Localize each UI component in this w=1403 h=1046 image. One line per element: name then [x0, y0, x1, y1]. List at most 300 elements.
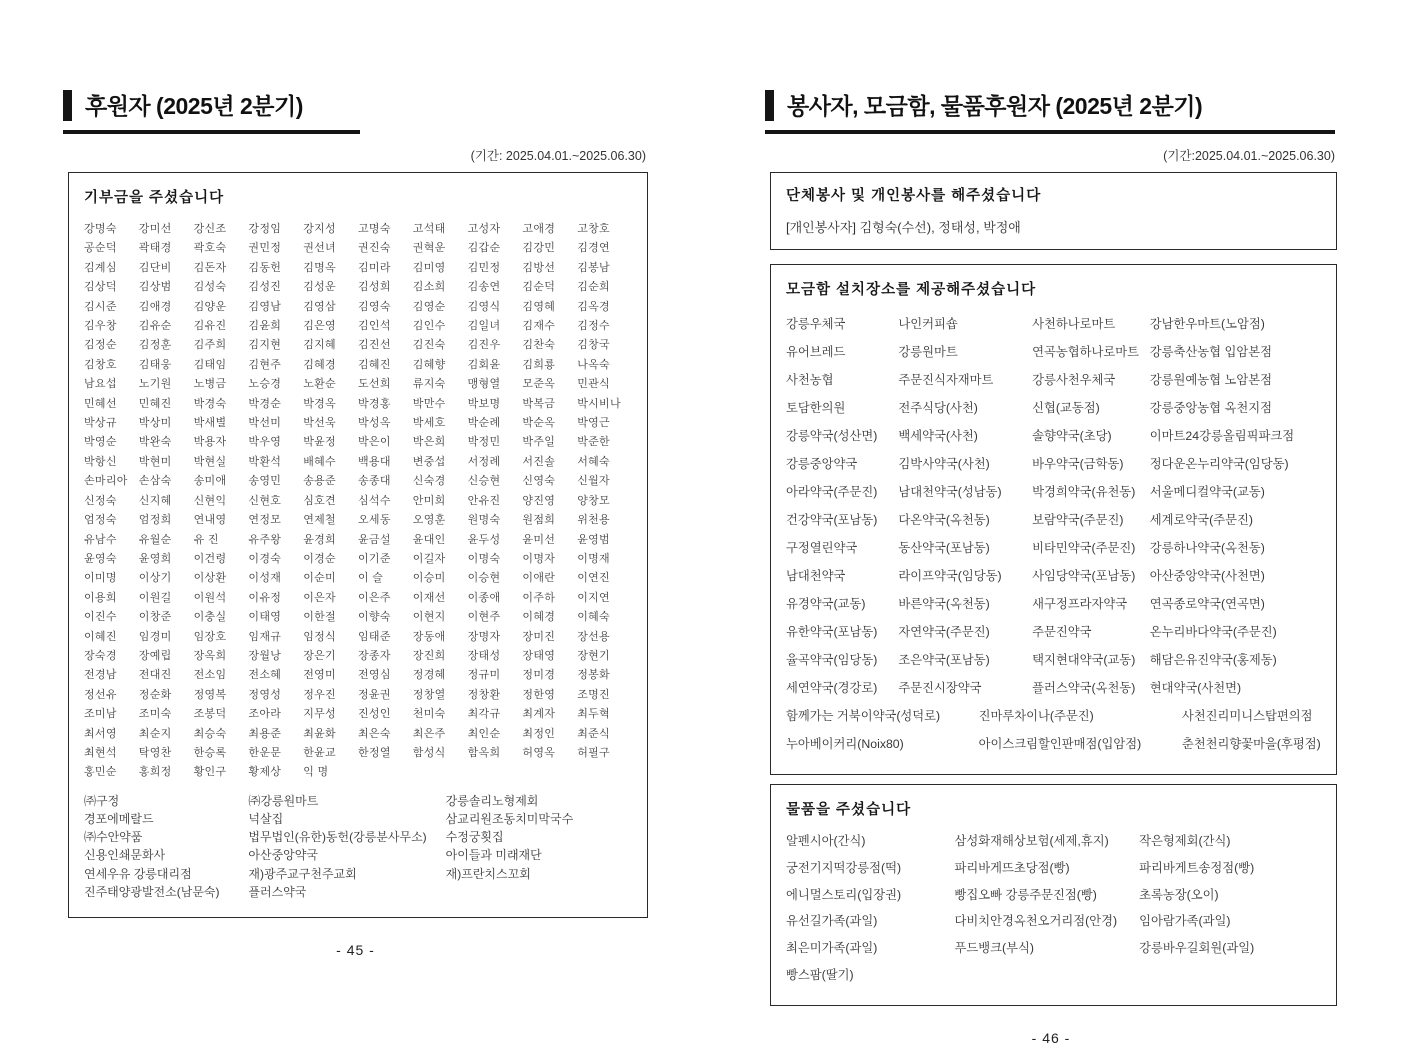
donor-name: 신현호	[248, 494, 282, 507]
donor-name: 김송연	[467, 281, 501, 294]
donor-name: 이건령	[193, 552, 227, 565]
donor-name: 이명숙	[467, 552, 501, 565]
donor-name: 최인순	[467, 727, 501, 740]
donor-name: 남요섭	[84, 378, 117, 391]
donor-name: 정윤권	[357, 688, 391, 701]
goods-donor-grid	[786, 828, 1321, 989]
donor-name: 김영혜	[522, 300, 556, 313]
donor-name: 박현미	[138, 455, 172, 468]
donor-name: 윤영희	[138, 552, 172, 565]
donor-name: 이 슬	[357, 572, 384, 585]
collection-location: 아산중앙약국(사천면)	[1149, 569, 1265, 583]
collection-location: 해담은유진약국(홍제동)	[1149, 653, 1277, 667]
donor-name: 권혁운	[412, 242, 446, 255]
donor-name: 정창환	[467, 688, 501, 701]
donor-name: 조미남	[84, 708, 117, 721]
donor-name: 심호견	[303, 494, 336, 507]
donor-name: 김주희	[193, 339, 227, 352]
donor-name: 임경미	[138, 630, 172, 643]
donor-name: 윤대인	[412, 533, 446, 546]
donor-name: 김순희	[577, 281, 610, 294]
donor-name: 이승미	[412, 572, 446, 585]
donor-name: 강신조	[193, 223, 227, 235]
donor-name: 강미선	[138, 223, 172, 235]
donor-name: 김상범	[138, 281, 172, 294]
donor-name: 박복금	[522, 397, 556, 410]
donor-name: 백용대	[357, 455, 391, 468]
donor-name: 윤금설	[357, 533, 391, 546]
donor-name: 박윤정	[303, 436, 336, 449]
donor-name: 이현주	[467, 611, 501, 624]
donor-org-column-3	[446, 792, 632, 901]
donor-name: 조미숙	[138, 708, 172, 721]
collection-location: 강릉원예농협 노암본점	[1149, 373, 1272, 387]
goods-donor: 알펜시아(간식)	[786, 834, 866, 848]
collection-location: 진마루차이나(주문진)	[978, 709, 1094, 723]
donor-name: 원점희	[522, 514, 556, 527]
donor-name: 최승숙	[193, 727, 227, 740]
donor-org: 연세우유 강릉대리점	[84, 866, 192, 881]
donor-name: 이창준	[138, 611, 172, 624]
donor-name: 손삼숙	[138, 475, 172, 488]
donor-name: 임정식	[303, 630, 336, 643]
right-page-number: - 46 -	[1031, 1029, 1071, 1046]
donor-name: 노기원	[138, 378, 172, 391]
collection-location: 강릉하나약국(옥천동)	[1149, 541, 1265, 555]
donor-name: 이경숙	[248, 552, 282, 565]
donor-name: 전소혜	[248, 669, 282, 682]
donor-name: 강명숙	[84, 223, 117, 235]
collection-location: 유한약국(포남동)	[786, 625, 878, 639]
donor-name: 박상미	[138, 417, 172, 430]
donor-name: 손마리아	[84, 475, 128, 488]
donor-name: 민혜선	[84, 397, 117, 410]
donor-name: 김태웅	[138, 358, 172, 371]
donor-name: 한승록	[193, 746, 227, 759]
donor-name: 박주일	[522, 436, 556, 449]
donor-name: 김지혜	[303, 339, 336, 352]
donor-name: 이원석	[193, 591, 227, 604]
donor-org: ㈜구정	[84, 793, 120, 808]
donor-name: 이용희	[84, 591, 117, 604]
donor-name: 이성재	[248, 572, 282, 585]
donor-name: 박정민	[467, 436, 501, 449]
donor-name: 이은주	[357, 591, 391, 604]
donor-name: 최준식	[577, 727, 610, 740]
donor-name: 김상덕	[84, 281, 117, 294]
donor-name: 이충실	[193, 611, 227, 624]
donor-name: 신월자	[577, 475, 610, 488]
donor-name: 신정숙	[84, 494, 117, 507]
collection-location: 강릉원마트	[898, 345, 958, 359]
goods-donor: 삼성화재해상보험(세제,휴지)	[954, 834, 1109, 848]
donor-name: 고명숙	[357, 223, 391, 235]
donor-name: 연제철	[303, 514, 336, 527]
donor-name: 박시비나	[577, 397, 621, 410]
donor-name: 이명재	[577, 552, 610, 565]
donor-name: 최순지	[138, 727, 172, 740]
collection-location: 사천농협	[786, 373, 834, 387]
collection-box	[770, 264, 1337, 775]
left-page-title: 후원자 (2025년 2분기)	[85, 93, 303, 119]
donor-org: 신용인쇄문화사	[84, 848, 166, 863]
donor-name: 박선미	[248, 417, 282, 430]
donor-name: 김옥경	[577, 300, 610, 313]
donor-org: 넉살집	[248, 811, 284, 826]
goods-donor: 빵스팜(딸기)	[786, 967, 854, 982]
collection-location: 세연약국(경강로)	[786, 681, 878, 695]
collection-location: 강릉축산농협 입암본점	[1149, 345, 1272, 359]
donor-name: 김진우	[467, 339, 501, 352]
collection-location: 새구정프라자약국	[1032, 597, 1128, 611]
donor-name: 노병금	[193, 378, 227, 391]
donor-name: 박영근	[577, 417, 610, 430]
donor-org: 플러스약국	[248, 884, 307, 899]
left-page-header	[63, 88, 360, 134]
donor-name: 고창호	[577, 223, 610, 235]
donor-name: 황인구	[193, 766, 227, 779]
donor-name: 신승현	[467, 475, 501, 488]
donor-name: 김유진	[193, 320, 227, 333]
page-right	[765, 88, 1337, 1046]
donor-name: 박준한	[577, 436, 610, 449]
donor-name: 김시준	[84, 300, 117, 313]
donor-name: 정영성	[248, 688, 282, 701]
donor-name: 나옥숙	[577, 358, 610, 371]
donor-name: 김돈자	[193, 261, 227, 274]
donor-name: 함옥희	[467, 746, 501, 759]
collection-location: 박경희약국(유천동)	[1032, 485, 1136, 499]
donor-name: 김인수	[412, 320, 446, 333]
donor-name: 장태영	[522, 649, 556, 662]
goods-box-title: 물품을 주셨습니다	[786, 802, 912, 818]
donor-name: 김진선	[357, 339, 391, 352]
volunteer-list: [개인봉사자] 김형숙(수선), 정태성, 박정애	[786, 220, 1021, 235]
donor-name: 이순미	[303, 572, 336, 585]
collection-location: 누아베이커리(Noix80)	[786, 737, 904, 751]
donor-name: 이상기	[138, 572, 172, 585]
donor-name: 홍희정	[138, 766, 172, 779]
donor-name: 박은희	[412, 436, 446, 449]
donor-name: 이명자	[522, 552, 556, 565]
donor-name: 익 명	[303, 766, 329, 779]
donor-name: 곽태경	[138, 242, 172, 255]
right-page-title: 봉사자, 모금함, 물품후원자 (2025년 2분기)	[787, 93, 1203, 119]
donor-name: 노승경	[248, 378, 282, 391]
collection-location: 토담한의원	[786, 401, 846, 415]
goods-donor: 유선길가족(과일)	[786, 914, 878, 929]
donor-name: 이종애	[467, 591, 501, 604]
donor-name: 김희룡	[522, 358, 556, 371]
donor-name: 장명자	[467, 630, 501, 643]
donor-name: 김혜향	[412, 358, 446, 371]
donor-name: 장동애	[412, 630, 446, 643]
donor-org: 재)광주교구천주교회	[248, 866, 357, 881]
donor-name: 최서영	[84, 727, 117, 740]
donor-name: 전소임	[193, 669, 227, 682]
donor-name: 박경숙	[193, 397, 227, 410]
goods-box	[770, 784, 1337, 1006]
collection-location: 연곡농협하나로마트	[1032, 345, 1140, 359]
collection-location: 플러스약국(옥천동)	[1032, 681, 1136, 695]
donor-name: 김성진	[248, 281, 282, 294]
donor-name: 김윤희	[248, 320, 282, 333]
donor-name: 이혜경	[522, 611, 556, 624]
donor-name: 강지성	[303, 223, 336, 235]
donor-name: 함성식	[412, 746, 446, 759]
donor-org: 진주태양광발전소(남문숙)	[84, 884, 220, 899]
donor-name: 윤미선	[522, 533, 556, 546]
goods-donor: 빵집오빠 강릉주문진점(빵)	[954, 887, 1097, 902]
collection-location: 바른약국(옥천동)	[898, 597, 990, 611]
collection-location: 전주식당(사천)	[898, 401, 978, 415]
donor-name: 도선희	[357, 378, 391, 391]
donor-name: 윤두성	[467, 533, 501, 546]
donor-name: 장옥희	[193, 649, 227, 662]
donor-name: 이혜숙	[577, 611, 610, 624]
donor-name: 김영식	[467, 300, 501, 313]
donor-name: 장은기	[303, 649, 336, 662]
collection-location: 춘천천리향꽃마을(후평점)	[1181, 737, 1321, 751]
donor-name: 탁영찬	[138, 746, 172, 759]
donor-name: 한윤교	[303, 746, 336, 759]
collection-location: 남대천약국	[786, 569, 846, 583]
donor-name: 김경연	[577, 242, 610, 255]
donor-name: 이상환	[193, 572, 227, 585]
collection-location: 건강약국(포남동)	[786, 513, 878, 527]
donor-name: 김찬숙	[522, 339, 556, 352]
donor-name: 서혜숙	[577, 455, 610, 468]
donor-name: 연정모	[248, 514, 282, 527]
donor-name: 김성숙	[193, 281, 227, 294]
donor-name: 연내영	[193, 514, 227, 527]
donor-name: 고석태	[412, 223, 446, 235]
donor-org: ㈜수안약품	[84, 830, 143, 845]
donor-name: 이은자	[303, 591, 336, 604]
donor-name: 김유순	[138, 320, 172, 333]
collection-location: 라이프약국(임당동)	[898, 569, 1002, 583]
donor-name: 김강민	[522, 242, 556, 255]
donor-name: 김은영	[303, 320, 336, 333]
collection-location: 아이스크림할인판매점(입암점)	[978, 737, 1142, 751]
donor-name: 권민정	[248, 242, 282, 255]
goods-donor: 작은형제회(간식)	[1139, 834, 1231, 848]
collection-location: 나인커피숍	[898, 317, 958, 331]
header-bar-icon	[765, 90, 774, 121]
donor-name: 임태준	[357, 630, 391, 643]
donor-org: 재)프란치스꼬회	[445, 866, 531, 881]
collection-location: 보람약국(주문진)	[1032, 513, 1124, 527]
donor-name: 장미진	[522, 630, 556, 643]
donor-name: 전영심	[357, 669, 391, 682]
donor-name: 박순옥	[522, 417, 556, 430]
donor-name: 김지현	[248, 339, 282, 352]
donor-name: 장진희	[412, 649, 446, 662]
donation-box-title: 기부금을 주셨습니다	[84, 190, 225, 206]
donor-name: 최은숙	[357, 727, 391, 740]
donor-name: 김봉남	[577, 261, 610, 274]
donor-name: 송종대	[357, 475, 391, 488]
donor-name: 이유정	[248, 591, 282, 604]
donor-name: 정규미	[467, 669, 501, 682]
donor-name: 윤경희	[303, 533, 336, 546]
donor-name: 김창국	[577, 339, 610, 352]
collection-location: 유어브레드	[786, 345, 846, 359]
donor-name: 최두혁	[577, 708, 610, 721]
donor-name: 이현지	[412, 611, 446, 624]
collection-location: 택지현대약국(교동)	[1032, 653, 1136, 667]
donor-name: 박현실	[193, 455, 227, 468]
donor-name: 송영민	[248, 475, 282, 488]
collection-location: 솔향약국(초당)	[1032, 429, 1112, 443]
donor-name: 조봉덕	[193, 708, 227, 721]
donor-org-column-2	[248, 792, 445, 901]
donor-name: 오세동	[357, 514, 391, 527]
donor-name: 이승현	[467, 572, 501, 585]
donor-name: 전경남	[84, 669, 117, 682]
collection-location: 조은약국(포남동)	[898, 653, 990, 667]
donor-name: 박우영	[248, 436, 282, 449]
goods-donor: 에니멀스토리(입장권)	[786, 887, 902, 902]
donor-name: 신영숙	[522, 475, 556, 488]
donor-name: 박경순	[248, 397, 282, 410]
donor-name: 박경홍	[357, 397, 391, 410]
donor-name: 박새별	[193, 417, 227, 430]
collection-location: 아라약국(주문진)	[786, 485, 878, 499]
collection-location: 율곡약국(임당동)	[786, 653, 878, 667]
goods-donor: 파리바게뜨초당점(빵)	[954, 860, 1070, 875]
donor-name: 송용준	[303, 475, 336, 488]
donor-name: 한정열	[357, 746, 391, 759]
donor-name: 변중섭	[412, 455, 446, 468]
donor-org: 삼교리원조동치미막국수	[445, 811, 574, 826]
donor-name: 서정례	[467, 455, 501, 468]
donor-name: 김성운	[303, 281, 336, 294]
donor-name: 고성자	[467, 223, 501, 235]
donor-name: 정창열	[412, 688, 446, 701]
donor-name: 원명숙	[467, 514, 501, 527]
collection-location: 세계로약국(주문진)	[1149, 513, 1254, 527]
collection-location: 정다운온누리약국(임당동)	[1149, 457, 1289, 471]
donor-name: 김정순	[84, 339, 117, 352]
collection-location: 비타민약국(주문진)	[1032, 541, 1136, 555]
collection-location: 김박사약국(사천)	[898, 457, 990, 471]
left-page-number: - 45 -	[336, 942, 375, 958]
donor-name: 장선용	[577, 630, 610, 643]
page-left	[63, 88, 648, 958]
collection-location: 강릉중앙농협 옥천지점	[1149, 401, 1272, 415]
collection-location: 주문진시장약국	[898, 681, 982, 695]
donor-name: 박성옥	[357, 417, 391, 430]
donor-name: 장종자	[357, 649, 391, 662]
donor-name: 박세호	[412, 417, 446, 430]
donor-name: 김명옥	[303, 261, 336, 274]
donor-name: 김갑순	[467, 242, 501, 255]
donor-name: 이혜진	[84, 630, 117, 643]
donor-name: 안유진	[467, 494, 501, 507]
goods-donor: 임아람가족(과일)	[1139, 914, 1231, 929]
donor-org: ㈜강릉원마트	[248, 793, 319, 808]
donor-name: 엄정희	[138, 514, 172, 527]
donor-name: 윤영숙	[84, 552, 117, 565]
donor-name: 신현익	[193, 494, 227, 507]
volunteer-box-title: 단체봉사 및 개인봉사를 해주셨습니다	[786, 188, 1042, 204]
donor-name: 유 진	[193, 533, 219, 546]
donor-name: 이재선	[412, 591, 446, 604]
donor-name: 김애경	[138, 300, 172, 313]
donor-name: 김계심	[84, 261, 117, 274]
collection-location: 신협(교동점)	[1032, 401, 1100, 415]
donor-name: 김창호	[84, 358, 117, 371]
donor-org: 아이들과 미래재단	[445, 848, 542, 863]
donor-name: 진성인	[357, 708, 391, 721]
donor-name: 김양운	[193, 300, 227, 313]
collection-location: 강릉우체국	[786, 317, 846, 331]
goods-donor: 다비치안경옥천오거리점(안경)	[954, 914, 1118, 929]
donor-name: 유주왕	[248, 533, 282, 546]
donor-name: 김미영	[412, 261, 446, 274]
donor-org-area	[84, 792, 632, 901]
donor-name: 홍민순	[84, 766, 117, 779]
donor-name: 엄정숙	[84, 514, 117, 527]
donor-org: 아산중앙약국	[248, 848, 318, 863]
donor-name: 허영옥	[522, 746, 556, 759]
donor-name: 김재수	[522, 320, 556, 333]
donor-name: 이향숙	[357, 611, 391, 624]
donor-name: 고애경	[522, 223, 556, 235]
collection-location: 함께가는 거북이약국(성덕로)	[786, 709, 941, 723]
donor-name: 정경혜	[412, 669, 446, 682]
donor-name: 배혜수	[303, 455, 336, 468]
donor-name: 최은주	[412, 727, 446, 740]
donor-name: 신숙경	[412, 475, 446, 488]
donor-name: 김태임	[193, 358, 227, 371]
donor-org: 경포에메랄드	[84, 811, 154, 826]
donor-name: 장예립	[138, 649, 172, 662]
donor-name: 권선녀	[303, 242, 336, 255]
donor-name: 이길자	[412, 552, 446, 565]
donor-name: 공순덕	[84, 242, 117, 255]
header-bar-icon	[63, 90, 72, 121]
collection-location: 사임당약국(포남동)	[1032, 569, 1136, 583]
donor-org: 수정궁횟집	[445, 830, 504, 845]
donor-name: 김인석	[357, 320, 391, 333]
donation-box	[68, 172, 648, 918]
donor-name: 김단비	[138, 261, 172, 274]
donor-name: 장숙경	[84, 649, 117, 662]
donor-name: 천미숙	[412, 708, 446, 721]
donor-org-column-1	[84, 792, 248, 901]
donor-name: 김미라	[357, 261, 391, 274]
right-page-header	[765, 88, 1335, 134]
donor-name: 신지혜	[138, 494, 172, 507]
donor-name: 박항신	[84, 455, 117, 468]
donor-name: 장현기	[577, 649, 610, 662]
donor-org: 법무법인(유한)동헌(강릉분사무소)	[248, 830, 427, 845]
donor-name: 김영남	[248, 300, 282, 313]
collection-location: 주문진식자재마트	[898, 373, 994, 387]
donor-name: 김현주	[248, 358, 282, 371]
collection-location: 강릉사천우체국	[1032, 373, 1116, 387]
right-period: (기간:2025.04.01.~2025.06.30)	[1163, 149, 1335, 163]
donor-name: 노환순	[303, 378, 336, 391]
donor-name: 박경옥	[303, 397, 336, 410]
donor-name: 위천용	[577, 514, 610, 527]
donor-name: 서진솔	[522, 455, 556, 468]
left-period: (기간: 2025.04.01.~2025.06.30)	[470, 149, 646, 163]
collection-location: 구정열린약국	[786, 541, 858, 555]
donor-name: 김방선	[522, 261, 556, 274]
